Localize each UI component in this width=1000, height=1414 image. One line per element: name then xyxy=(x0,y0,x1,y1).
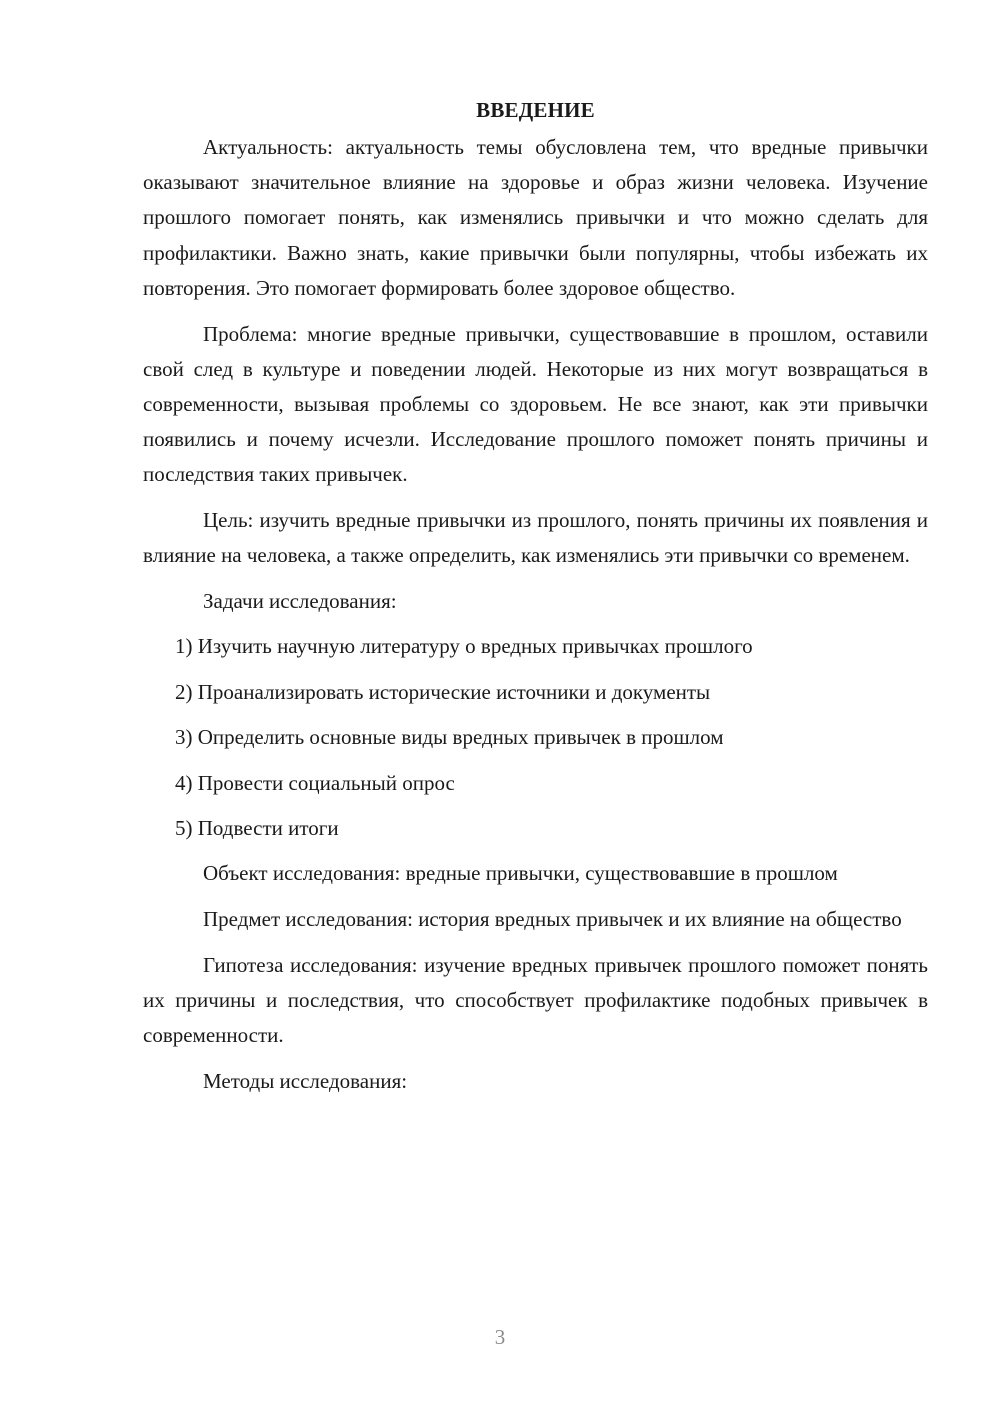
page-number: 3 xyxy=(494,1325,506,1349)
methods-heading: Методы исследования: xyxy=(203,1068,408,1093)
list-item: 1) Изучить научную литературу о вредных привычках прошлого xyxy=(175,634,753,659)
paragraph-object: Объект исследования: вредные привычки, существовавшие в прошлом xyxy=(203,861,838,886)
list-item: 4) Провести социальный опрос xyxy=(175,770,455,795)
list-item: 2) Проанализировать исторические источники и документы xyxy=(175,679,711,704)
list-item: 3) Определить основные виды вредных привычек в прошлом xyxy=(175,725,724,750)
list-item: 5) Подвести итоги xyxy=(175,816,339,840)
document-title: ВВЕДЕНИЕ xyxy=(476,98,595,122)
tasks-heading: Задачи исследования: xyxy=(203,588,397,613)
document-page xyxy=(143,92,928,1109)
paragraph-relevance: Актуальность: актуальность темы обусловлена тем, что вредные привычки оказывают значительное влияние на здоровье и образ жизни человека. Изучение прошлого помогает понять, как изменялись привычки и что можно сделать для профилактики. Важно знать, какие привычки были популярны, чтобы избежать их повторения. Это помогает формировать более здоровое общество. xyxy=(143,135,928,300)
paragraph-hypothesis: Гипотеза исследования: изучение вредных привычек прошлого поможет понять их причины и последствия, что способствует профилактике подобных привычек в современности. xyxy=(143,952,928,1048)
tasks-list xyxy=(143,629,928,846)
paragraph-subject: Предмет исследования: история вредных привычек и их влияние на общество xyxy=(203,907,902,932)
paragraph-goal: Цель: изучить вредные привычки из прошлого, понять причины их появления и влияние на человека, а также определить, как изменялись эти привычки со временем. xyxy=(143,508,928,568)
paragraph-problem: Проблема: многие вредные привычки, существовавшие в прошлом, оставили свой след в культуре и поведении людей. Некоторые из них могут возвращаться в современности, вызывая проблемы со здоровьем. Не все знают, как эти привычки появились и почему исчезли. Исследование прошлого поможет понять причины и последствия таких привычек. xyxy=(143,321,928,487)
